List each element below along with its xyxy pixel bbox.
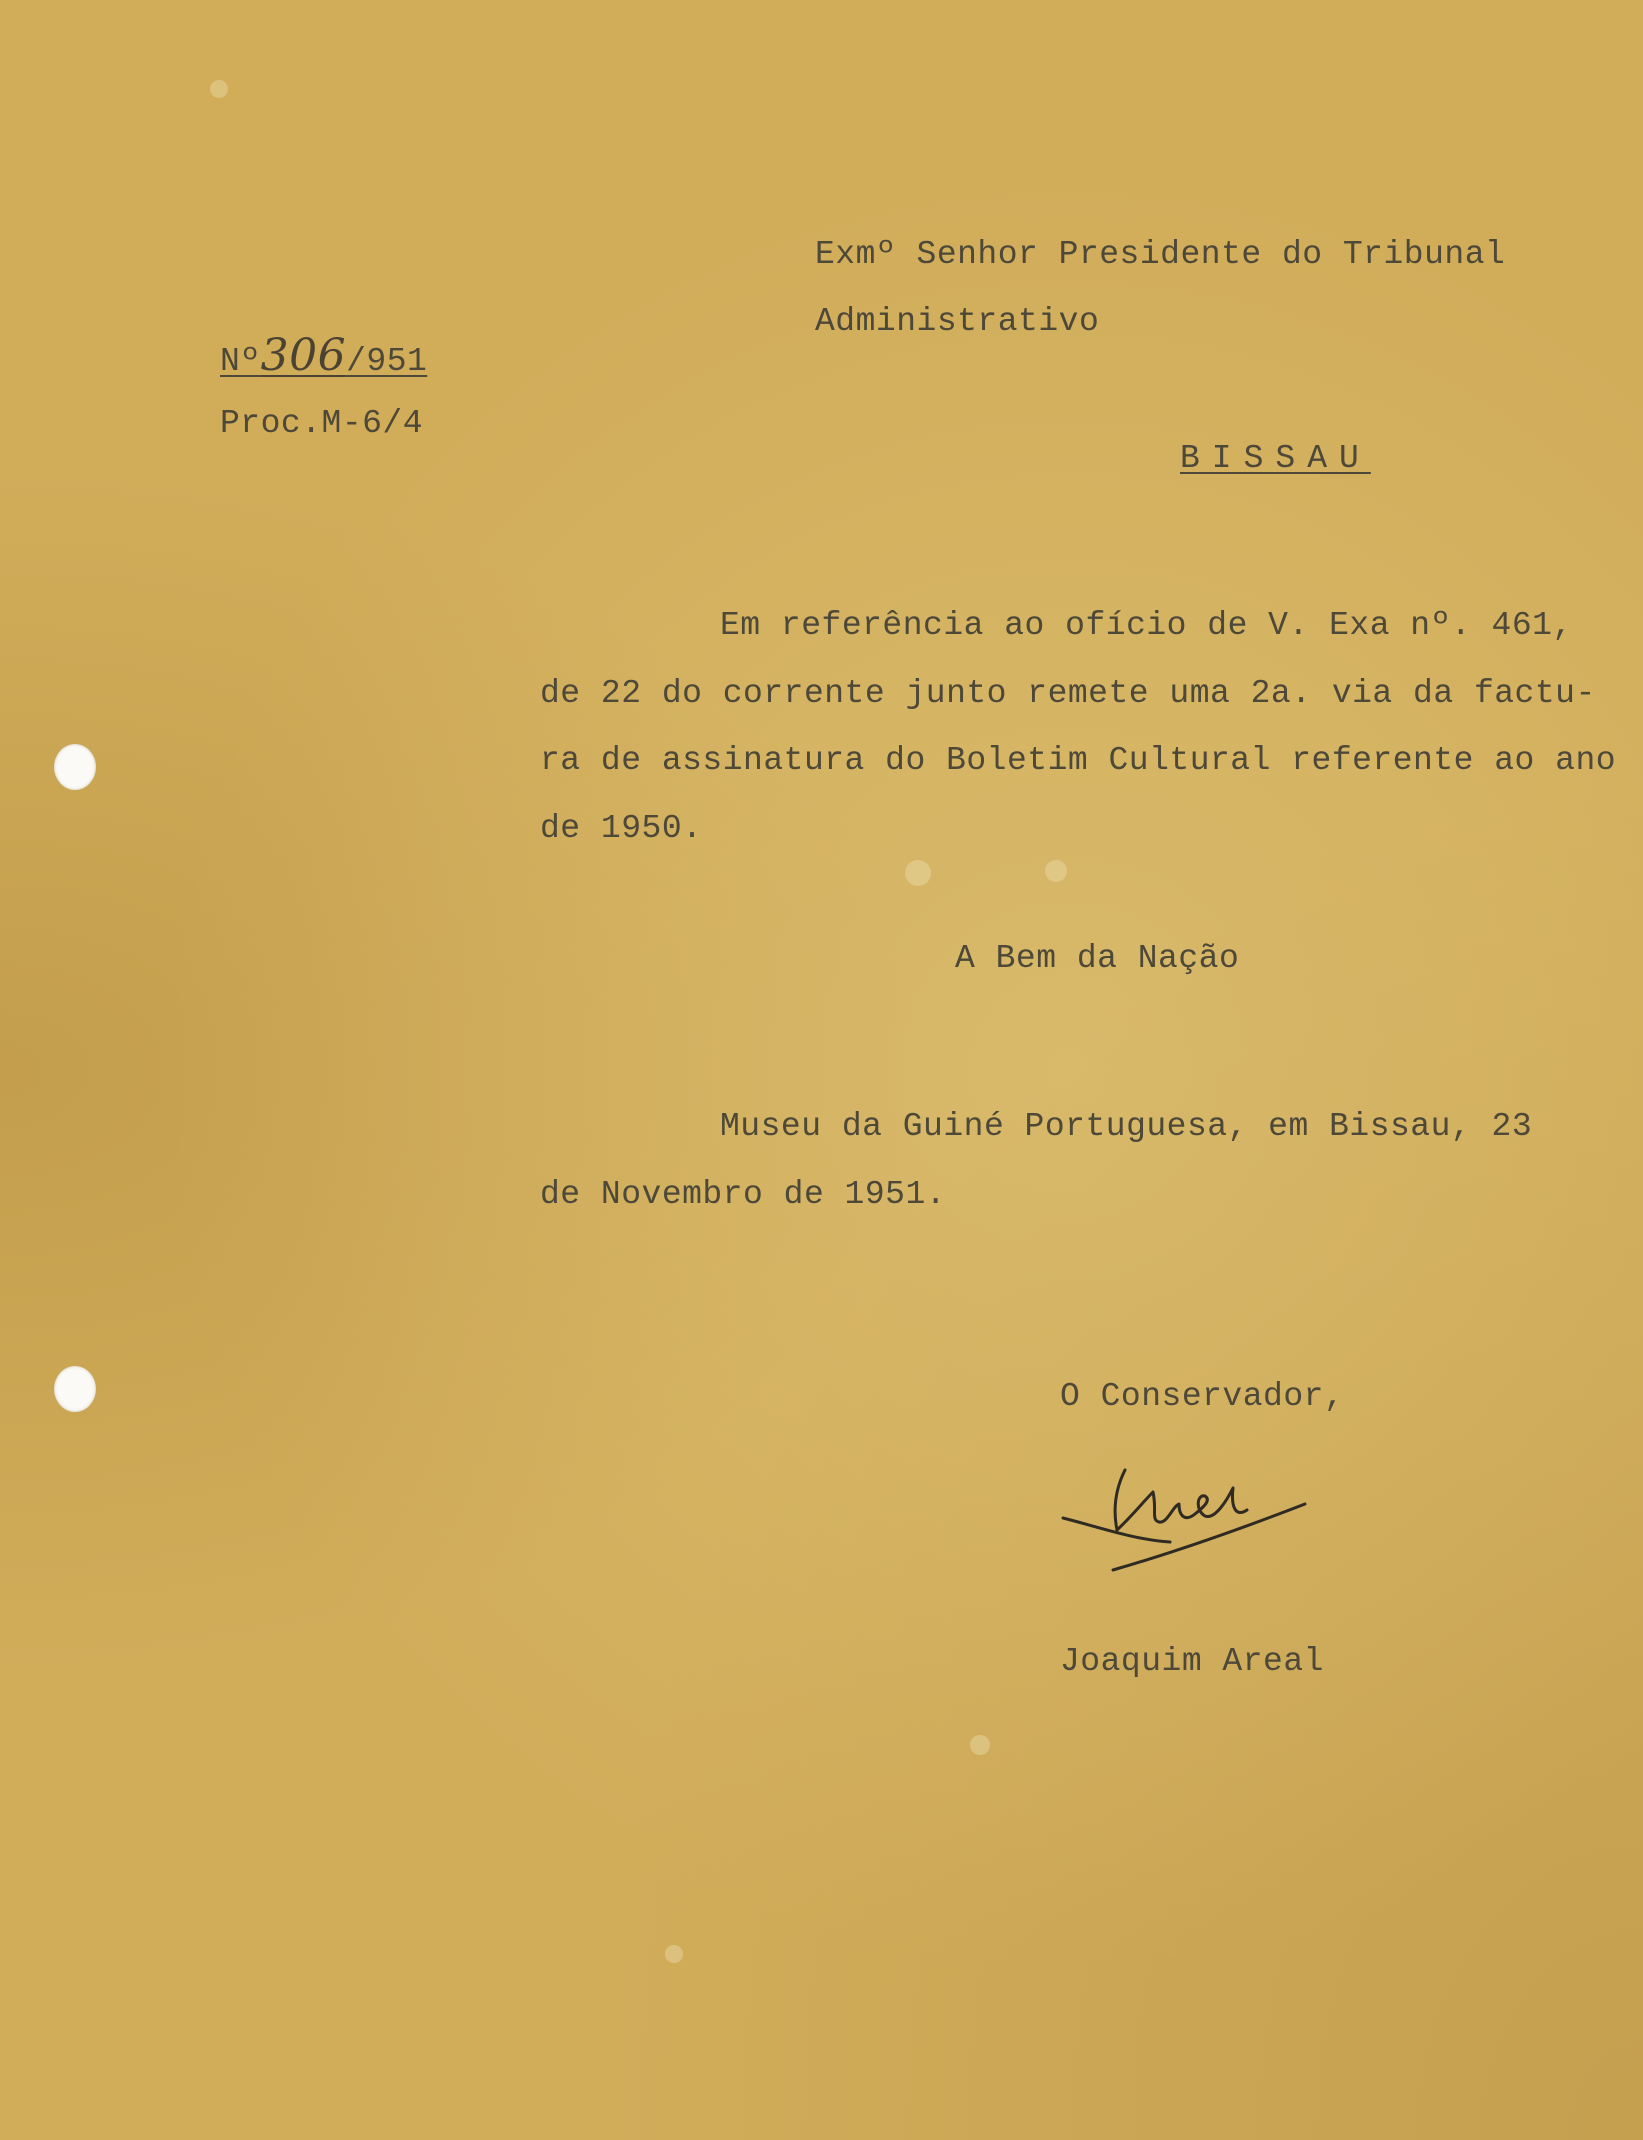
addressee-city: BISSAU	[1180, 440, 1371, 477]
signatory-title: O Conservador,	[1060, 1378, 1345, 1415]
reference-prefix: Nº	[220, 343, 261, 380]
punch-hole	[54, 744, 96, 790]
body-line2: de 22 do corrente junto remete uma 2a. via da factu-	[540, 675, 1596, 712]
addressee-line2: Administrativo	[815, 303, 1100, 340]
process-reference: Proc.M-6/4	[220, 405, 424, 442]
reference-number-handwritten: 306	[260, 330, 347, 381]
signatory-name: Joaquim Areal	[1060, 1643, 1324, 1680]
reference-year: /951	[346, 343, 428, 380]
body-line1: Em referência ao ofício de V. Exa nº. 461,	[720, 607, 1573, 644]
addressee-line1: Exmº Senhor Presidente do Tribunal	[815, 236, 1506, 273]
body-line3: ra de assinatura do Boletim Cultural referente ao ano	[540, 742, 1617, 779]
reference-number	[220, 330, 427, 381]
punch-hole	[54, 1366, 96, 1412]
place-date-line1: Museu da Guiné Portuguesa, em Bissau, 23	[720, 1108, 1533, 1145]
handwritten-signature	[1055, 1460, 1315, 1590]
paper-spot	[970, 1735, 990, 1755]
place-date-line2: de Novembro de 1951.	[540, 1176, 947, 1213]
paper-spot	[1045, 860, 1067, 882]
salutation: A Bem da Nação	[955, 940, 1240, 977]
paper-spot	[665, 1945, 683, 1963]
paper-spot	[905, 860, 931, 886]
paper-spot	[210, 80, 228, 98]
body-line4: de 1950.	[540, 810, 703, 847]
